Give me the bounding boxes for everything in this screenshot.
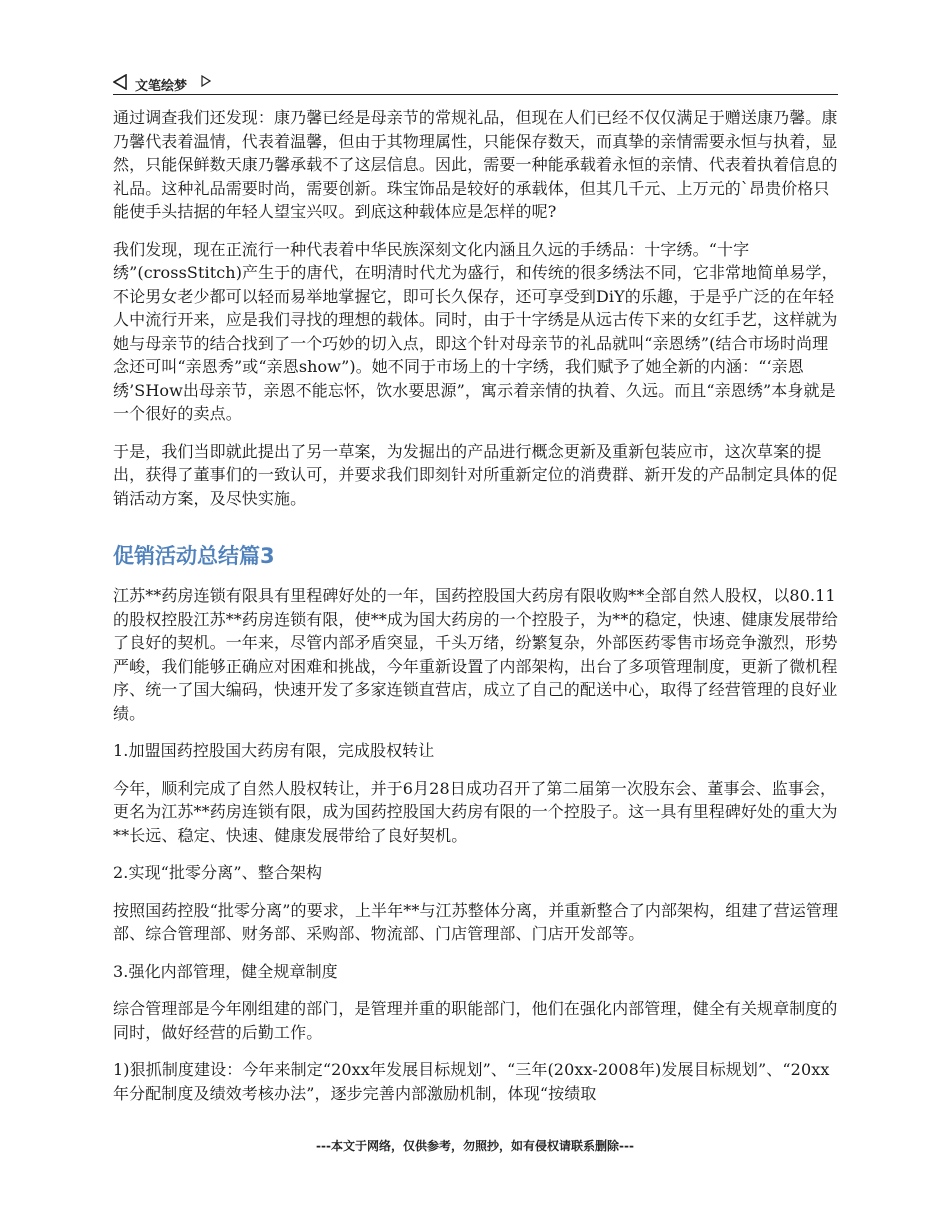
paragraph: 于是，我们当即就此提出了另一草案，为发掘出的产品进行概念更新及重新包装应市，这次草案的提出，获得了董事们的一致认可，并要求我们即刻针对所重新定位的消费群、新开发的产品制定具体的促销活动方案，及尽快实施。	[113, 441, 838, 508]
section-heading: 促销活动总结篇3	[113, 544, 275, 568]
subheading: 2.实现“批零分离”、整合架构	[113, 863, 323, 882]
subheading: 3.强化内部管理，健全规章制度	[113, 961, 338, 981]
paragraph: 江苏**药房连锁有限具有里程碑好处的一年，国药控股国大药房有限收购**全部自然人股权，以80.11的股权控股江苏**药房连锁有限，使**成为国大药房的一个控股子，为**的稳定，快速、健康发展带给了良好的契机。一年来，尽管内部矛盾突显，千头万绪，纷繁复杂，外部医药零售市场竞争激烈，形势严峻，我们能够正确应对困难和挑战，今年重新设置了内部架构，出台了多项管理制度，更新了微机程序、统一了国大编码，快速开发了多家连锁直营店，成立了自己的配送中心，取得了经营管理的良好业绩。	[113, 586, 838, 723]
triangle-right-icon	[201, 75, 211, 87]
subheading: 1.加盟国药控股国大药房有限，完成股权转让	[113, 741, 435, 760]
paragraph: 综合管理部是今年刚组建的部门，是管理并重的职能部门，他们在强化内部管理，健全有关规章制度的同时，做好经营的后勤工作。	[113, 999, 838, 1042]
paragraph: 通过调查我们还发现：康乃馨已经是母亲节的常规礼品，但现在人们已经不仅仅满足于赠送康乃馨。康乃馨代表着温情，代表着温馨，但由于其物理属性，只能保存数天，而真挚的亲情需要永恒与执着，显然，只能保鲜数天康乃馨承载不了这层信息。因此，需要一种能承载着永恒的亲情、代表着执着信息的礼品。这种礼品需要时尚，需要创新。珠宝饰品是较好的承载体，但其几千元、上万元的`昂贵价格只能使手头拮据的年轻人望宝兴叹。到底这种载体应是怎样的呢?	[113, 108, 838, 221]
header-title: 文笔绘梦	[135, 79, 188, 94]
page-header	[113, 72, 838, 95]
paragraph: 按照国药控股“批零分离”的要求，上半年**与江苏整体分离，并重新整合了内部架构，组建了营运管理部、综合管理部、财务部、采购部、物流部、门店管理部、门店开发部等。	[113, 900, 839, 943]
page-footer: ---本文于网络，仅供参考，勿照抄，如有侵权请联系删除---	[316, 1139, 634, 1153]
paragraph: 今年，顺利完成了自然人股权转让，并于6月28日成功召开了第二届第一次股东会、董事会、监事会，更名为江苏**药房连锁有限，成为国药控股国大药房有限的一个控股子。这一具有里程碑好处的重大为**长远、稳定、快速、健康发展带给了良好契机。	[113, 778, 838, 845]
paragraph: 1)狠抓制度建设：今年来制定“20xx年发展目标规划”、“三年(20xx-2008年)发展目标规划”、“20xx年分配制度及绩效考核办法”，逐步完善内部激励机制，体现“按绩取	[113, 1060, 830, 1103]
triangle-left-icon	[113, 74, 127, 90]
paragraph: 我们发现，现在正流行一种代表着中华民族深刻文化内涵且久远的手绣品：十字绣。“十字绣”(crossStitch)产生于的唐代，在明清时代尤为盛行，和传统的很多绣法不同，它非常地简单易学，不论男女老少都可以轻而易举地掌握它，即可长久保存，还可享受到DiY的乐趣，于是乎广泛的在年轻人中流行开来，应是我们寻找的理想的载体。同时，由于十字绣是从远古传下来的女红手艺，这样就为她与母亲节的结合找到了一个巧妙的切入点，即这个针对母亲节的礼品就叫“亲恩绣”(结合市场时尚理念还可叫“亲恩秀”或“亲恩show”)。她不同于市场上的十字绣，我们赋予了她全新的内涵：“‘亲恩绣’SHow出母亲节，亲恩不能忘怀，饮水要思源”，寓示着亲情的执着、久远。而且“亲恩绣”本身就是一个很好的卖点。	[113, 239, 838, 423]
document-body	[113, 106, 843, 1119]
